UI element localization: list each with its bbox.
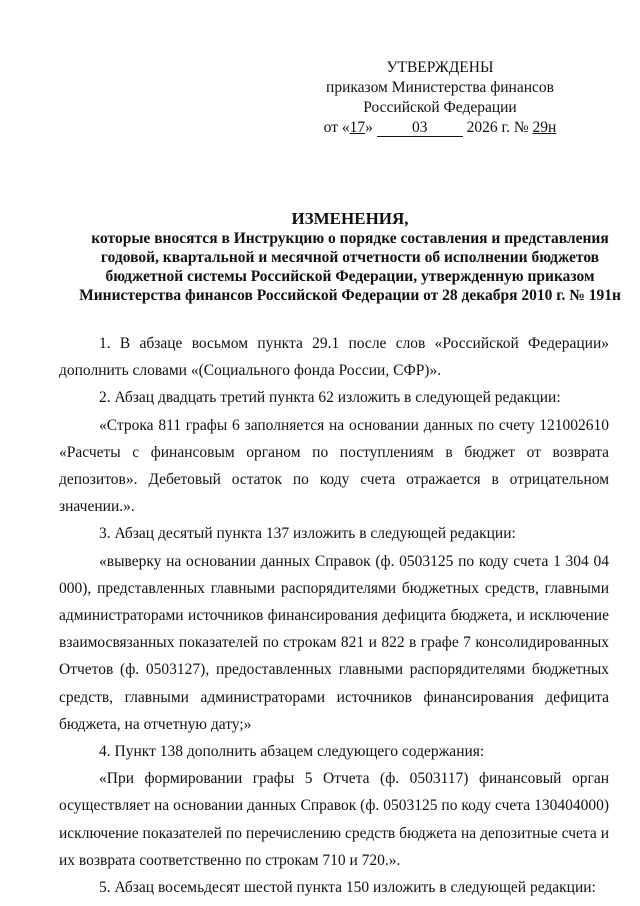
paragraph: «Строка 811 графы 6 заполняется на основании данных по счету 121002610 «Расчеты с финансовым органом по поступлениям в бюджет от возврата депозитов». Дебетовый остаток по коду счета отражается в отрицательном значении.». [59, 416, 609, 516]
approval-date-line [310, 118, 570, 138]
date-prefix: от « [323, 119, 350, 136]
paragraph: 4. Пункт 138 дополнить абзацем следующего содержания: [99, 743, 485, 761]
paragraph: 2. Абзац двадцать третий пункта 62 изложить в следующей редакции: [99, 389, 561, 407]
title-line: годовой, квартальной и месячной отчетности об исполнении бюджетов [100, 249, 600, 266]
title-heading: ИЗМЕНЕНИЯ, [291, 209, 409, 228]
approval-federation-line: Российской Федерации [363, 99, 517, 116]
approval-year: 2026 г. № [466, 119, 529, 136]
approved-label: УТВЕРЖДЕНЫ [386, 59, 494, 76]
title-line: Министерства финансов Российской Федерации от 28 декабря 2010 г. № 191н [79, 287, 621, 304]
approval-number: 29н [532, 119, 557, 136]
date-mid: » [365, 119, 373, 136]
document-body [59, 330, 609, 901]
approval-stamp [310, 58, 570, 138]
paragraph: «При формировании графы 5 Отчета (ф. 0503117) финансовый орган осуществляет на основании данных Справок (ф. 0503125 по коду счета 130404000) исключение показателей по перечислению средств бюджета на депозитные счета и их возврата соответственно по строкам 710 и 720.». [59, 770, 609, 869]
paragraph: «выверку на основании данных Справок (ф. 0503125 по коду счета 1 304 04 000), представленных главными распорядителями бюджетных средств, главными администраторами источников финансирования дефицита бюджета, и исключение взаимосвязанных показателей по строкам 821 и 822 в графе 7 консолидированных Отчетов (ф. 0503127), предоставленных главными распорядителями бюджетных средств, главными администраторами источников финансирования дефицита бюджета, на отчетную дату;» [59, 552, 609, 733]
paragraph: 1. В абзаце восьмом пункта 29.1 после слов «Российской Федерации» дополнить словами «(Социального фонда России, СФР)». [59, 335, 609, 380]
paragraph: 3. Абзац десятый пункта 137 изложить в следующей редакции: [99, 525, 516, 543]
title-line: бюджетной системы Российской Федерации, утвержденную приказом [105, 268, 595, 285]
approval-month: 03 [377, 120, 463, 137]
approval-order-line: приказом Министерства финансов [326, 79, 554, 96]
title-line: которые вносятся в Инструкцию о порядке составления и представления [91, 230, 609, 247]
document-title [40, 209, 640, 305]
paragraph: 5. Абзац восемьдесят шестой пункта 150 изложить в следующей редакции: [99, 879, 596, 897]
approval-day: 17 [349, 119, 366, 136]
